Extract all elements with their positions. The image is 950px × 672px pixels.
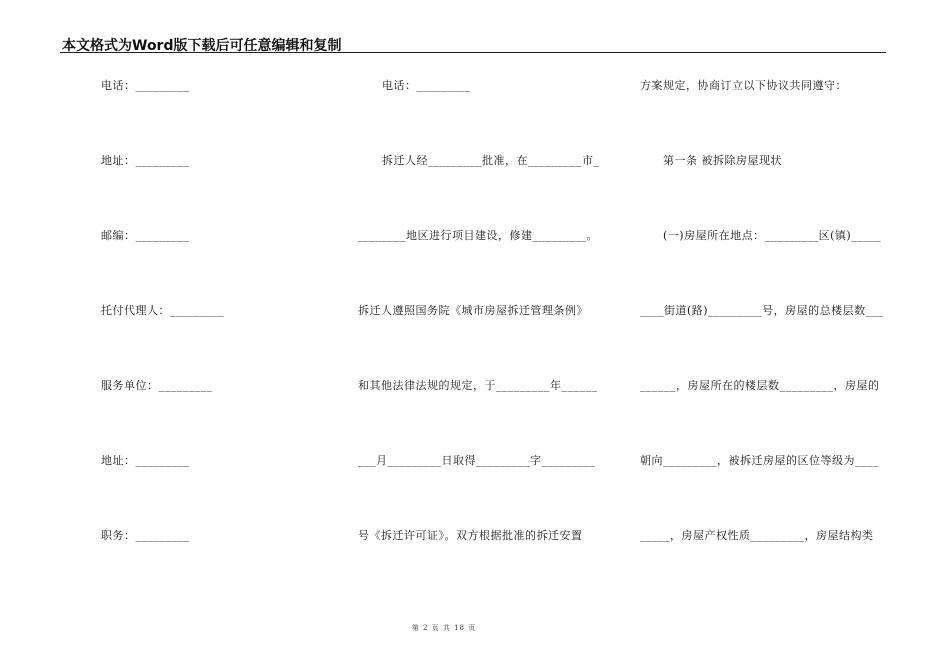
text-line: ____街道(路)_________号，房屋的总楼层数___ <box>640 304 884 317</box>
text-line: 拆迁人经_________批准，在_________市_ <box>382 154 600 167</box>
text-line: 朝向_________，被拆迁房屋的区位等级为____ <box>640 454 879 467</box>
text-line: (一)房屋所在地点：_________区(镇)_____ <box>640 229 882 242</box>
text-line: 方案规定，协商订立以下协议共同遵守： <box>640 79 847 92</box>
text-line: 号《拆迁许可证》。双方根据批准的拆迁安置 <box>358 529 583 542</box>
text-line: 第一条 被拆除房屋现状 <box>640 154 782 167</box>
text-line: 拆迁人遵照国务院《城市房屋拆迁管理条例》 <box>358 304 588 317</box>
text-line: ___月_________日取得_________字_________ <box>358 454 596 467</box>
page-number: 第 2 页 共 18 页 <box>411 624 477 632</box>
text-line: 电话：_________ <box>101 79 190 92</box>
text-line: ______，房屋所在的楼层数_________，房屋的 <box>640 379 880 392</box>
text-line: 托付代理人：_________ <box>101 304 224 317</box>
text-line: 地址：_________ <box>101 154 190 167</box>
text-line: 服务单位：_________ <box>101 379 213 392</box>
text-line: _____，房屋产权性质_________，房屋结构类 <box>640 529 874 542</box>
text-line: 邮编：_________ <box>101 229 190 242</box>
text-line: ________地区进行项目建设，修建_________。 <box>358 229 598 242</box>
text-line: 职务：_________ <box>101 529 190 542</box>
text-line: 和其他法律法规的规定，于_________年______ <box>358 379 598 392</box>
document-header-title: 本文格式为Word版下载后可任意编辑和复制 <box>62 38 342 54</box>
text-line: 地址：_________ <box>101 454 190 467</box>
header-divider <box>60 52 886 53</box>
text-line: 电话：_________ <box>382 79 471 92</box>
